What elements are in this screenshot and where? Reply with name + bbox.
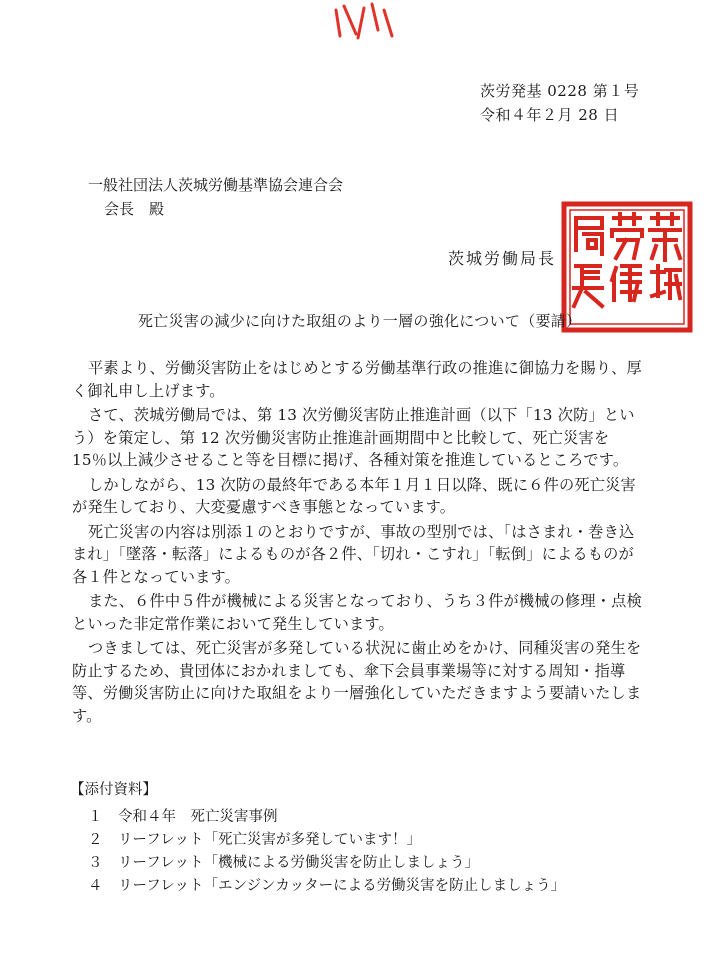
document-date: 令和４年２月 28 日 <box>480 106 620 124</box>
addressee-organization: 一般社団法人茨城労働基準協会連合会 <box>88 176 344 194</box>
addressee-title: 会長 殿 <box>104 200 165 218</box>
attachment-number: ２ <box>88 832 103 848</box>
document-number: 茨労発基 0228 第１号 <box>480 82 640 100</box>
attachment-text: リーフレット「エンジンカッターによる労働災害を防止しましょう」 <box>118 878 566 894</box>
body-paragraph: しかしながら、13 次防の最終年である本年１月１日以降、既に６件の死亡災害が発生しており、大変憂慮すべき事態となっています。 <box>72 475 636 516</box>
body-paragraph: 死亡災害の内容は別添１のとおりですが、事故の型別では、「はさまれ・巻き込まれ」「墜落・転落」によるものが各２件、「切れ・こすれ」「転倒」によるものが各１件となっています。 <box>72 522 635 586</box>
attachment-number: ３ <box>88 855 103 871</box>
attachments-list <box>88 806 648 898</box>
attachment-number: １ <box>88 809 103 825</box>
body-paragraph: また、６件中５件が機械による災害となっており、うち３件が機械の修理・点検といった非定常作業において発生しています。 <box>72 592 642 633</box>
document-body <box>72 357 642 729</box>
sender-name: 茨城労働局長 <box>448 249 557 268</box>
attachment-item <box>88 829 648 852</box>
attachments-heading: 【添付資料】 <box>70 782 157 798</box>
attachment-item <box>88 875 648 898</box>
document-subject: 死亡災害の減少に向けた取組のより一層の強化について（要請） <box>138 312 582 330</box>
attachment-item <box>88 852 648 875</box>
attachment-text: リーフレット「機械による労働災害を防止しましょう」 <box>118 855 480 871</box>
attachment-number: ４ <box>88 878 103 894</box>
attachment-text: リーフレット「死亡災害が多発しています！」 <box>118 832 422 848</box>
body-paragraph: 平素より、労働災害防止をはじめとする労働基準行政の推進に御協力を賜り、厚く御礼申し上げます。 <box>72 359 642 400</box>
red-stamp-mark <box>330 0 396 42</box>
body-paragraph: つきましては、死亡災害が多発している状況に歯止めをかけ、同種災害の発生を防止するため、貴団体におかれましても、傘下会員事業場等に対する周知・指導等、労働災害防止に向けた取組をより一層強化していただきますよう要請いたします。 <box>72 639 642 725</box>
attachment-text: 令和４年 死亡災害事例 <box>118 809 278 825</box>
attachment-item <box>88 806 648 829</box>
body-paragraph: さて、茨城労働局では、第 13 次労働災害防止推進計画（以下「13 次防」という）を策定し、第 12 次労働災害防止推進計画期間中と比較して、死亡災害を 15％以上減少させること等を目標に掲げ、各種対策を推進しているところです。 <box>72 406 635 469</box>
